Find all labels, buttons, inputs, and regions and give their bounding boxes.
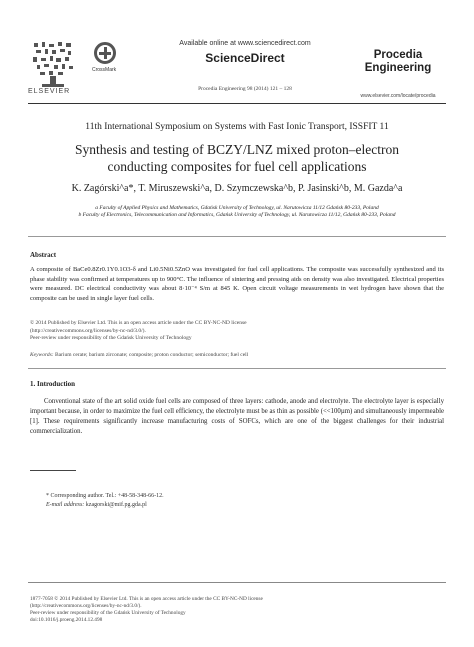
affiliation-a: a Faculty of Applied Physics and Mathematics, Gdańsk University of Technology, ul. Narutowicza 11/12 Gdańsk 80-233, Poland bbox=[95, 205, 379, 211]
affiliation-b: b Faculty of Electronics, Telecommunication and Informatics, Gdańsk University of Technology, ul. Narutowicza 11/12, Gdańsk 80-233, Poland bbox=[78, 212, 396, 218]
bottom-license-link[interactable]: (http://creativecommons.org/licenses/by-nc-nd/3.0/). bbox=[30, 603, 142, 609]
crossmark-label: CrossMark bbox=[92, 67, 117, 73]
available-online-text: Available online at www.sciencedirect.com bbox=[179, 40, 311, 47]
elsevier-tree-logo bbox=[30, 40, 76, 88]
crossmark-icon[interactable] bbox=[94, 42, 116, 64]
keywords-label: Keywords: bbox=[30, 352, 54, 358]
conference-name: 11th International Symposium on Systems with Fast Ionic Transport, ISSFIT 11 bbox=[85, 122, 389, 132]
section-heading-introduction: 1. Introduction bbox=[30, 380, 75, 388]
issn-license-block bbox=[30, 596, 444, 624]
introduction-paragraph: Conventional state of the art solid oxide fuel cells are composed of three layers: cathode, anode and electrolyte. The electrolyte layer is especially important because, in order to maximize the fuel cell efficiency, the electrolyte must be as thin as possible (<<100µm) and simultaneously impermeable [1]. These requirements significantly increase manufacturing costs of SOFCs, which are one of the biggest challenges for their industrial commercialization. bbox=[30, 398, 444, 435]
paper-title-line1: Synthesis and testing of BCZY/LNZ mixed proton–electron bbox=[75, 142, 399, 157]
abstract-body: A composite of BaCe0.8Zr0.1Y0.1O3-δ and Li0.5Ni0.5ZnO was investigated for fuel cell applications. The composite was successfully synthesized and its phase stability was confirmed at temperatures up to 900°C. The influence of sintering and pressing aids on density was also investigated. Electrical properties were measured. DC electrical conductivity was about 8·10⁻⁴ S/m at 845 K. Open circuit voltage measurements in wet hydrogen have shown that the composite can be used in single layer fuel cells. bbox=[30, 266, 444, 302]
email-link[interactable]: kzagorski@mif.pg.gda.pl bbox=[85, 502, 147, 508]
bottom-divider bbox=[28, 582, 446, 583]
copyright-notice bbox=[30, 320, 444, 343]
doi-link[interactable]: doi:10.1016/j.proeng.2014.12.498 bbox=[30, 617, 103, 623]
journal-title-line2: Engineering bbox=[364, 62, 432, 74]
journal-title bbox=[348, 49, 448, 75]
email-label: E-mail address: bbox=[46, 502, 85, 508]
paper-title-line2: conducting composites for fuel cell applications bbox=[107, 159, 367, 174]
journal-citation: Procedia Engineering 98 (2014) 121 – 128 bbox=[198, 86, 292, 92]
bottom-peer-review: Peer-review under responsibility of the Gdańsk University of Technology bbox=[30, 610, 186, 616]
abstract-bottom-divider bbox=[28, 368, 446, 369]
sciencedirect-wordmark: ScienceDirect bbox=[205, 51, 285, 65]
publisher-name: ELSEVIER bbox=[28, 88, 71, 95]
corresponding-author-note: * Corresponding author. Tel.: +48-58-348-66-12. bbox=[46, 493, 164, 499]
keywords bbox=[30, 352, 444, 358]
abstract-top-divider bbox=[28, 236, 446, 237]
paper-title bbox=[28, 141, 446, 175]
issn-line: 1877-7058 © 2014 Published by Elsevier Ltd. This is an open access article under the CC BY-NC-ND license bbox=[30, 596, 263, 602]
header-divider bbox=[28, 103, 446, 104]
peer-review-line: Peer-review under responsibility of the Gdańsk University of Technology bbox=[30, 335, 192, 341]
abstract-heading: Abstract bbox=[30, 251, 57, 259]
journal-url-link[interactable]: www.elsevier.com/locate/procedia bbox=[360, 93, 436, 99]
keywords-list: Barium cerate; barium zirconate; composite; proton conductor; semiconductor; fuel cell bbox=[55, 352, 249, 358]
email-note bbox=[46, 502, 147, 508]
author-list: K. Zagórski^a*, T. Miruszewski^a, D. Szymczewska^b, P. Jasinski^b, M. Gazda^a bbox=[71, 183, 403, 194]
journal-title-line1: Procedia bbox=[373, 49, 423, 61]
copyright-line1: © 2014 Published by Elsevier Ltd. This is an open access article under the CC BY-NC-ND license bbox=[30, 320, 247, 326]
license-link[interactable]: (http://creativecommons.org/licenses/by-nc-nd/3.0/). bbox=[30, 327, 146, 334]
footnote-divider bbox=[30, 470, 76, 471]
